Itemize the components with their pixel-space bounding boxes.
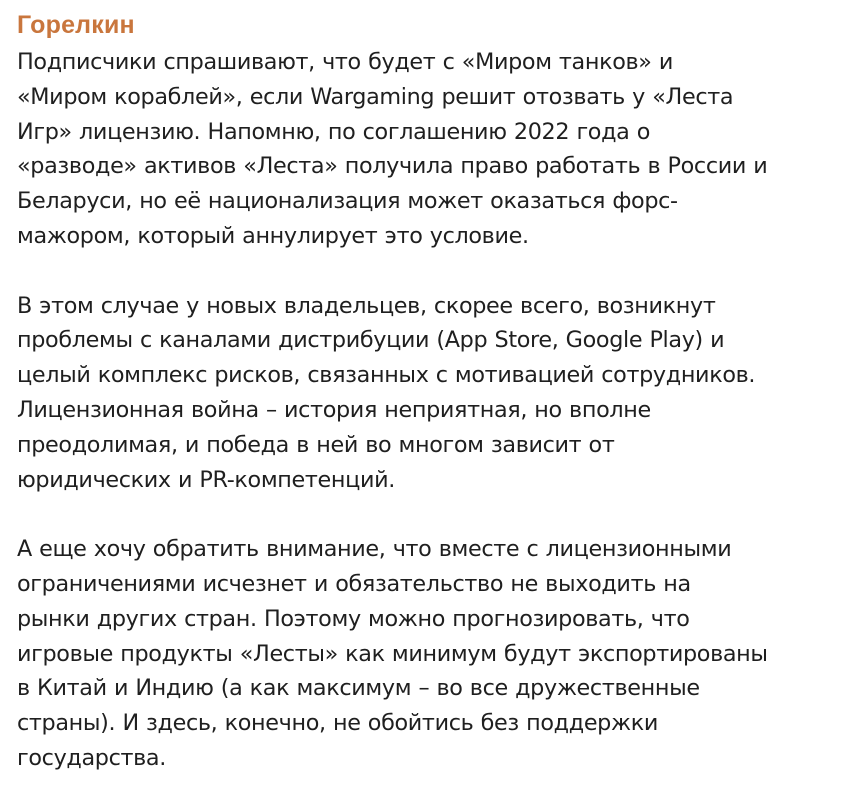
text-line: мажором, который аннулирует это условие.	[17, 222, 529, 249]
text-line: целый комплекс рисков, связанных с мотивацией сотрудников.	[17, 362, 756, 389]
text-line: А еще хочу обратить внимание, что вместе с лицензионными	[17, 536, 732, 563]
text-line: «Миром кораблей», если Wargaming решит отозвать у «Леста	[17, 83, 734, 110]
message-paragraph-2	[17, 289, 842, 498]
text-line: ограничениями исчезнет и обязательство не выходить на	[17, 570, 691, 597]
text-line: юридических и PR-компетенций.	[17, 466, 395, 493]
text-line: Беларуси, но её национализация может оказаться форс-	[17, 188, 678, 215]
paragraph-spacer	[17, 497, 842, 532]
text-line: в Китай и Индию (а как максимум – во все дружественные	[17, 675, 700, 702]
text-line: Игр» лицензию. Напомню, по соглашению 2022 года о	[17, 118, 651, 145]
text-line: Подписчики спрашивают, что будет с «Миром танков» и	[17, 49, 673, 75]
text-line: игровые продукты «Лесты» как минимум будут экспортированы	[17, 640, 768, 667]
text-line: страны). И здесь, конечно, не обойтись без поддержки	[17, 710, 658, 737]
paragraph-spacer	[17, 254, 842, 289]
text-line: государства.	[17, 744, 166, 771]
text-line: рынки других стран. Поэтому можно прогнозировать, что	[17, 605, 690, 632]
message-paragraph-1	[17, 45, 842, 254]
message-paragraph-3	[17, 532, 842, 776]
text-line: проблемы с каналами дистрибуции (App Store, Google Play) и	[17, 327, 725, 354]
sender-name[interactable]: Горелкин	[17, 11, 135, 39]
text-line: Лицензионная война – история неприятная, но вполне	[17, 396, 651, 423]
text-line: преодолимая, и победа в ней во многом зависит от	[17, 431, 615, 458]
text-line: «разводе» активов «Леста» получила право работать в России и	[17, 153, 768, 180]
text-line: В этом случае у новых владельцев, скорее всего, возникнут	[17, 292, 716, 319]
message-text	[17, 45, 842, 776]
